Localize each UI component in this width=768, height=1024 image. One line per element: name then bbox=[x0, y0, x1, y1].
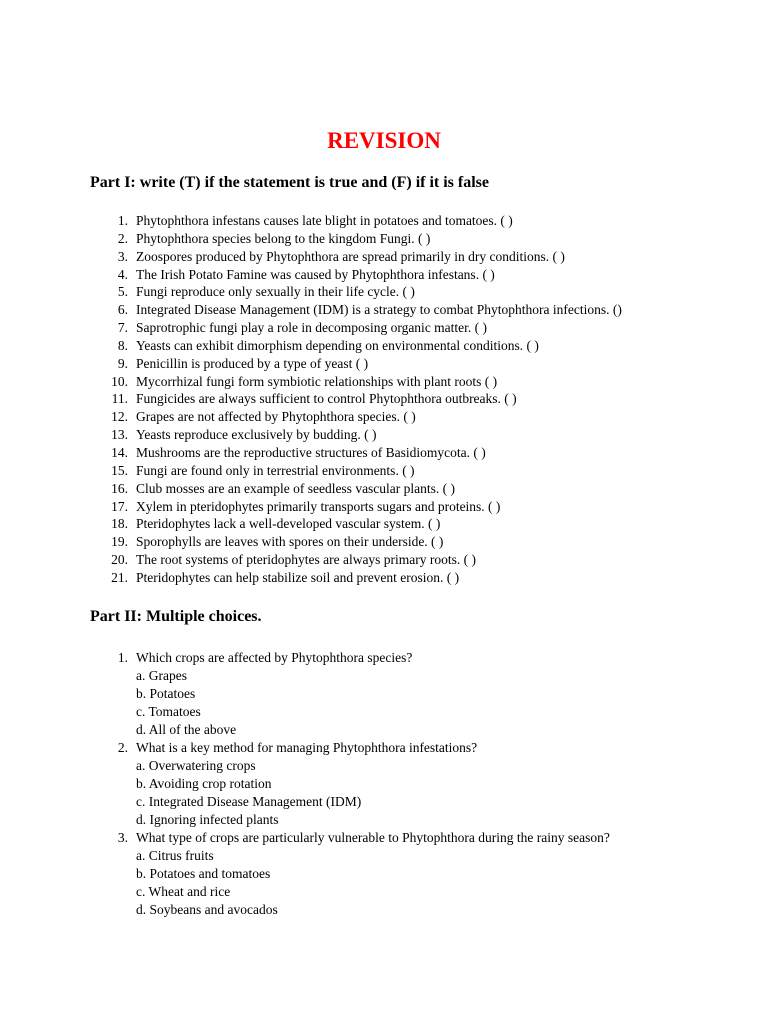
item-statement: Yeasts can exhibit dimorphism depending on environmental conditions. ( ) bbox=[136, 337, 539, 353]
question-number: 3. bbox=[117, 830, 128, 845]
multiple-choice-list bbox=[0, 649, 768, 919]
question-item bbox=[0, 739, 768, 829]
item-number: 17. bbox=[111, 498, 128, 514]
true-false-item bbox=[0, 551, 768, 569]
item-statement: Fungi reproduce only sexually in their life cycle. ( ) bbox=[136, 284, 415, 300]
question-number: 2. bbox=[117, 740, 128, 755]
item-statement: Phytophthora infestans causes late blight in potatoes and tomatoes. ( ) bbox=[136, 213, 513, 228]
answer-option: c. Tomatoes bbox=[136, 704, 201, 719]
item-number: 1. bbox=[117, 213, 128, 228]
item-number: 16. bbox=[111, 480, 128, 496]
page-title: REVISION bbox=[327, 128, 441, 153]
question-row bbox=[0, 649, 768, 667]
true-false-item bbox=[0, 390, 768, 408]
true-false-item bbox=[0, 319, 768, 337]
answer-option: d. Soybeans and avocados bbox=[136, 902, 278, 917]
item-number: 7. bbox=[117, 320, 128, 336]
true-false-item bbox=[0, 373, 768, 391]
true-false-item bbox=[0, 408, 768, 426]
item-number: 14. bbox=[111, 444, 128, 460]
question-item bbox=[0, 829, 768, 919]
item-statement: Saprotrophic fungi play a role in decomposing organic matter. ( ) bbox=[136, 320, 488, 336]
answer-option: a. Citrus fruits bbox=[136, 848, 214, 863]
question-number: 1. bbox=[117, 650, 128, 665]
true-false-item bbox=[0, 480, 768, 498]
answer-option: b. Potatoes and tomatoes bbox=[136, 866, 271, 881]
item-statement: Fungi are found only in terrestrial environments. ( ) bbox=[136, 462, 415, 478]
item-number: 9. bbox=[117, 355, 128, 371]
true-false-item bbox=[0, 569, 768, 587]
question-text: Which crops are affected by Phytophthora species? bbox=[136, 650, 413, 665]
true-false-item bbox=[0, 230, 768, 248]
item-number: 4. bbox=[117, 266, 128, 282]
true-false-item bbox=[0, 462, 768, 480]
item-statement: Penicillin is produced by a type of yeast ( ) bbox=[136, 355, 369, 371]
question-row bbox=[0, 829, 768, 847]
item-statement: Xylem in pteridophytes primarily transports sugars and proteins. ( ) bbox=[136, 498, 501, 514]
question-text: What type of crops are particularly vulnerable to Phytophthora during the rainy season? bbox=[136, 830, 610, 845]
item-number: 3. bbox=[117, 248, 128, 264]
true-false-item bbox=[0, 498, 768, 516]
item-number: 10. bbox=[111, 373, 128, 389]
item-number: 12. bbox=[111, 409, 128, 425]
item-statement: Pteridophytes can help stabilize soil and prevent erosion. ( ) bbox=[136, 569, 460, 585]
answer-option: a. Overwatering crops bbox=[136, 758, 256, 773]
item-statement: The root systems of pteridophytes are always primary roots. ( ) bbox=[136, 552, 477, 568]
item-number: 20. bbox=[111, 552, 128, 568]
item-number: 19. bbox=[111, 534, 128, 550]
item-number: 15. bbox=[111, 462, 128, 478]
item-statement: Yeasts reproduce exclusively by budding. ( ) bbox=[136, 427, 377, 443]
item-statement: Grapes are not affected by Phytophthora species. ( ) bbox=[136, 409, 416, 425]
item-number: 5. bbox=[117, 284, 128, 300]
true-false-item bbox=[0, 444, 768, 462]
item-statement: Zoospores produced by Phytophthora are spread primarily in dry conditions. ( ) bbox=[136, 248, 565, 264]
true-false-list bbox=[0, 212, 768, 587]
item-number: 2. bbox=[117, 230, 128, 246]
answer-option: d. All of the above bbox=[136, 722, 237, 737]
item-statement: Pteridophytes lack a well-developed vascular system. ( ) bbox=[136, 516, 441, 532]
question-item bbox=[0, 649, 768, 739]
answer-option: b. Avoiding crop rotation bbox=[136, 776, 272, 791]
true-false-item bbox=[0, 355, 768, 373]
item-statement: Club mosses are an example of seedless vascular plants. ( ) bbox=[136, 480, 456, 496]
item-number: 8. bbox=[117, 337, 128, 353]
true-false-item bbox=[0, 337, 768, 355]
answer-option: c. Integrated Disease Management (IDM) bbox=[136, 794, 362, 809]
item-statement: The Irish Potato Famine was caused by Phytophthora infestans. ( ) bbox=[136, 266, 495, 282]
item-statement: Mycorrhizal fungi form symbiotic relationships with plant roots ( ) bbox=[136, 373, 498, 389]
true-false-item bbox=[0, 212, 768, 230]
item-statement: Mushrooms are the reproductive structures of Basidiomycota. ( ) bbox=[136, 444, 486, 460]
true-false-item bbox=[0, 266, 768, 284]
part2-heading: Part II: Multiple choices. bbox=[90, 608, 262, 625]
item-number: 6. bbox=[117, 302, 128, 318]
item-number: 21. bbox=[111, 569, 128, 585]
item-statement: Integrated Disease Management (IDM) is a strategy to combat Phytophthora infections. () bbox=[136, 302, 622, 318]
true-false-item bbox=[0, 426, 768, 444]
answer-option: b. Potatoes bbox=[136, 686, 196, 701]
answer-option: d. Ignoring infected plants bbox=[136, 812, 279, 827]
true-false-item bbox=[0, 283, 768, 301]
answer-option: a. Grapes bbox=[136, 668, 187, 683]
item-number: 18. bbox=[111, 516, 128, 532]
item-statement: Fungicides are always sufficient to control Phytophthora outbreaks. ( ) bbox=[136, 391, 517, 407]
item-statement: Phytophthora species belong to the kingdom Fungi. ( ) bbox=[136, 230, 431, 246]
true-false-item bbox=[0, 515, 768, 533]
true-false-item bbox=[0, 301, 768, 319]
true-false-item bbox=[0, 248, 768, 266]
item-number: 11. bbox=[111, 391, 128, 407]
item-number: 13. bbox=[111, 427, 128, 443]
part1-heading: Part I: write (T) if the statement is true and (F) if it is false bbox=[90, 174, 490, 191]
item-statement: Sporophylls are leaves with spores on their underside. ( ) bbox=[136, 534, 444, 550]
question-text: What is a key method for managing Phytophthora infestations? bbox=[136, 740, 478, 755]
true-false-item bbox=[0, 533, 768, 551]
answer-option: c. Wheat and rice bbox=[136, 884, 231, 899]
question-row bbox=[0, 739, 768, 757]
